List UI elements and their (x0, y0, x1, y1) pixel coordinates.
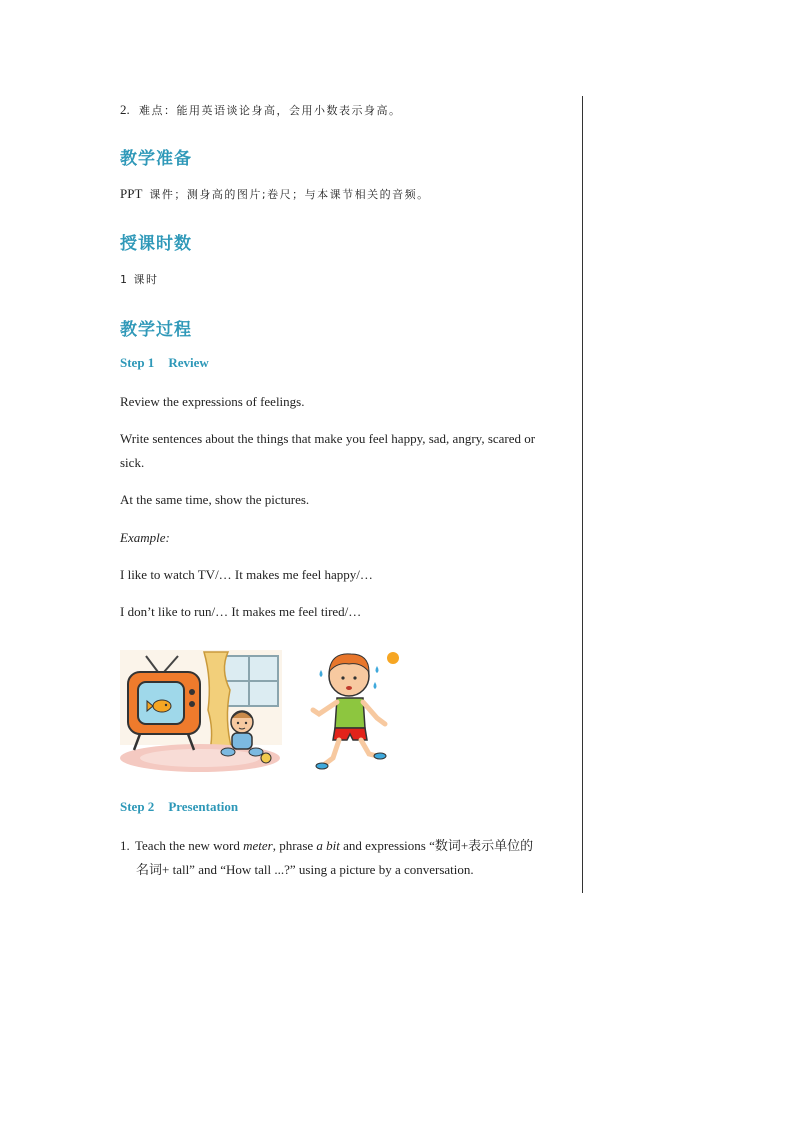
difficulty-number: 2. (120, 102, 130, 117)
step2-item-phrase: a bit (316, 838, 340, 853)
step2-item-text-c: and expressions “数词+表示单位的 (339, 838, 534, 853)
step2-item-text-a: Teach the new word (135, 838, 244, 853)
step2-item1-line1 (120, 837, 533, 855)
prep-materials-text: 课件；测身高的图片;卷尺；与本课节相关的音频。 (149, 188, 430, 201)
step1-line2a: Write sentences about the things that make you feel happy, sad, angry, scared or (120, 431, 536, 446)
heading-teaching-process: 教学过程 (120, 320, 192, 340)
example-label: Example: (120, 530, 170, 545)
difficulty-line (120, 101, 402, 120)
step2-item-text-b: , phrase (272, 838, 317, 853)
child-watching-tv-illustration (120, 650, 282, 772)
step1-line1: Review the expressions of feelings. (120, 394, 305, 409)
prep-ppt: PPT (120, 186, 143, 201)
prep-text-line (120, 185, 430, 204)
step2-label: Step 2 (120, 799, 155, 814)
step2-item-word: meter (243, 838, 273, 853)
step1-line3: At the same time, show the pictures. (120, 492, 310, 507)
heading-class-hours: 授课时数 (120, 234, 192, 254)
heading-teaching-prep: 教学准备 (120, 149, 192, 169)
difficulty-text: 难点：能用英语谈论身高，会用小数表示身高。 (139, 104, 402, 117)
step2-heading (120, 799, 238, 815)
example-sentence-2: I don’t like to run/… It makes me feel tired/… (120, 604, 362, 619)
example-sentence-1: I like to watch TV/… It makes me feel happy/… (120, 567, 373, 582)
step2-item1-line2: 名词+ tall” and “How tall ...?” using a picture by a conversation. (136, 862, 474, 877)
boy-running-sweating-illustration (305, 644, 403, 774)
step1-heading (120, 355, 209, 371)
right-border-rule (582, 96, 583, 893)
step2-item-number: 1. (120, 838, 130, 853)
step1-line2b: sick. (120, 455, 145, 470)
hours-text: 1 课时 (120, 273, 159, 286)
step1-title: Review (168, 355, 209, 370)
step1-label: Step 1 (120, 355, 155, 370)
step2-title: Presentation (168, 799, 239, 814)
